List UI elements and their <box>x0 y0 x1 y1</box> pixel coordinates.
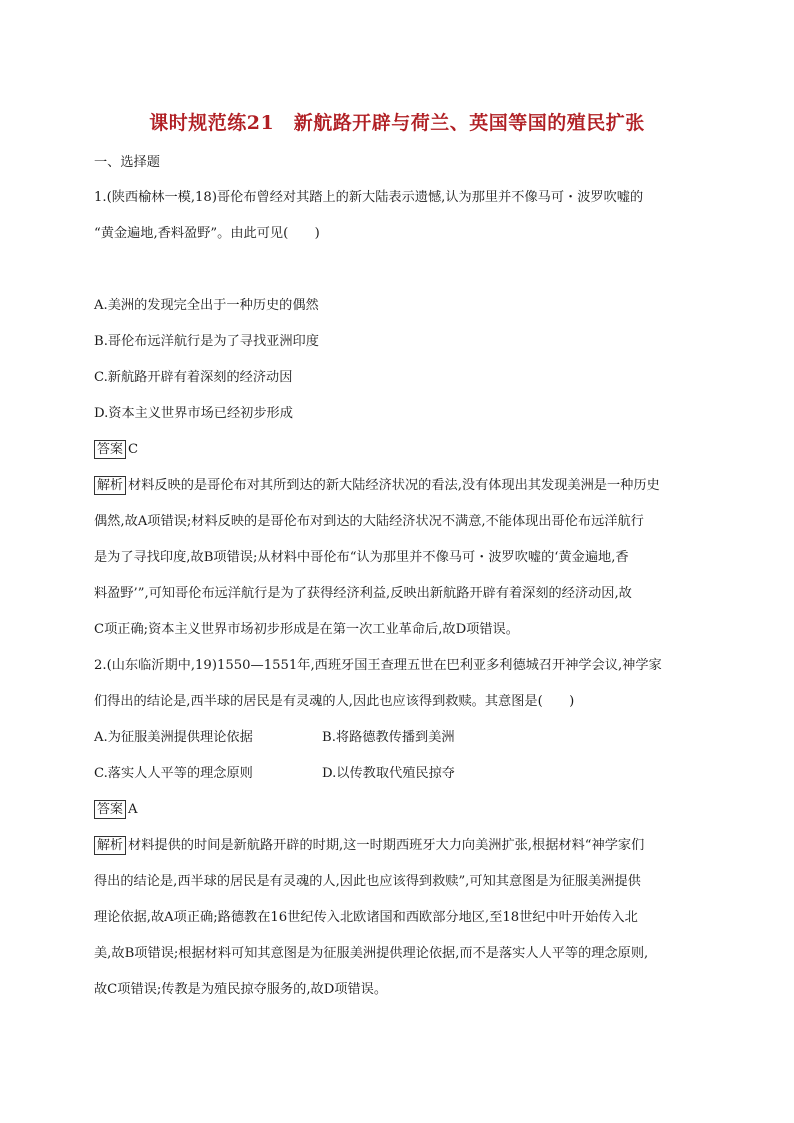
q1-stem-line-1: 1.(陕西榆林一模,18)哥伦布曾经对其踏上的新大陆表示遗憾,认为那里并不像马可・波罗吹嘘的 <box>94 190 644 205</box>
q1-analysis-line-4: 料盈野’”,可知哥伦布远洋航行是为了获得经济利益,反映出新航路开辟有着深刻的经济动因,故 <box>94 586 632 601</box>
answer-label: 答案 <box>94 800 126 819</box>
analysis-text: 材料提供的时间是新航路开辟的时期,这一时期西班牙大力向美洲扩张,根据材料“神学家们 <box>128 838 645 853</box>
q2-option-c: C.落实人人平等的理念原则 <box>94 766 253 781</box>
q1-analysis-line-5: C项正确;资本主义世界市场初步形成是在第一次工业革命后,故D项错误。 <box>94 622 519 637</box>
q2-stem-line-1: 2.(山东临沂期中,19)1550—1551年,西班牙国王查理五世在巴利亚多利德城召开神学会议,神学家 <box>94 658 662 673</box>
q1-option-a: A.美洲的发现完全出于一种历史的偶然 <box>94 298 319 313</box>
answer-value: C <box>128 442 139 457</box>
q2-option-d: D.以传教取代殖民掠夺 <box>322 766 455 781</box>
q2-analysis-line-4: 美,故B项错误;根据材料可知其意图是为征服美洲提供理论依据,而不是落实人人平等的理念原则, <box>94 946 649 961</box>
q2-answer <box>94 800 138 820</box>
analysis-text: 材料反映的是哥伦布对其所到达的新大陆经济状况的看法,没有体现出其发现美洲是一种历史 <box>128 478 660 493</box>
q1-option-c: C.新航路开辟有着深刻的经济动因 <box>94 370 293 385</box>
analysis-label: 解析 <box>94 476 126 495</box>
q1-analysis-line-2: 偶然,故A项错误;材料反映的是哥伦布对到达的大陆经济状况不满意,不能体现出哥伦布远洋航行 <box>94 514 644 529</box>
q2-analysis-line-1 <box>94 836 644 856</box>
q2-option-a: A.为征服美洲提供理论依据 <box>94 730 253 745</box>
q2-analysis-line-2: 得出的结论是,西半球的居民是有灵魂的人,因此也应该得到救赎”,可知其意图是为征服美洲提供 <box>94 874 641 889</box>
q2-option-b: B.将路德教传播到美洲 <box>322 730 455 745</box>
page-title: 课时规范练21 新航路开辟与荷兰、英国等国的殖民扩张 <box>149 112 645 134</box>
q1-analysis-line-1 <box>94 476 660 496</box>
q1-option-d: D.资本主义世界市场已经初步形成 <box>94 406 293 421</box>
answer-value: A <box>128 802 138 817</box>
q1-stem-line-2: “黄金遍地,香料盈野”。由此可见( ) <box>94 226 320 241</box>
section-heading: 一、选择题 <box>94 155 160 170</box>
answer-label: 答案 <box>94 440 126 459</box>
q2-stem-line-2: 们得出的结论是,西半球的居民是有灵魂的人,因此也应该得到救赎。其意图是( ) <box>94 694 575 709</box>
q2-analysis-line-3: 理论依据,故A项正确;路德教在16世纪传入北欧诸国和西欧部分地区,至18世纪中叶开始传入北 <box>94 910 638 925</box>
q1-analysis-line-3: 是为了寻找印度,故B项错误;从材料中哥伦布“认为那里并不像马可・波罗吹嘘的‘黄金遍地,香 <box>94 550 629 565</box>
q2-analysis-line-5: 故C项错误;传教是为殖民掠夺服务的,故D项错误。 <box>94 982 388 997</box>
q1-answer <box>94 440 138 460</box>
analysis-label: 解析 <box>94 836 126 855</box>
q1-option-b: B.哥伦布远洋航行是为了寻找亚洲印度 <box>94 334 319 349</box>
